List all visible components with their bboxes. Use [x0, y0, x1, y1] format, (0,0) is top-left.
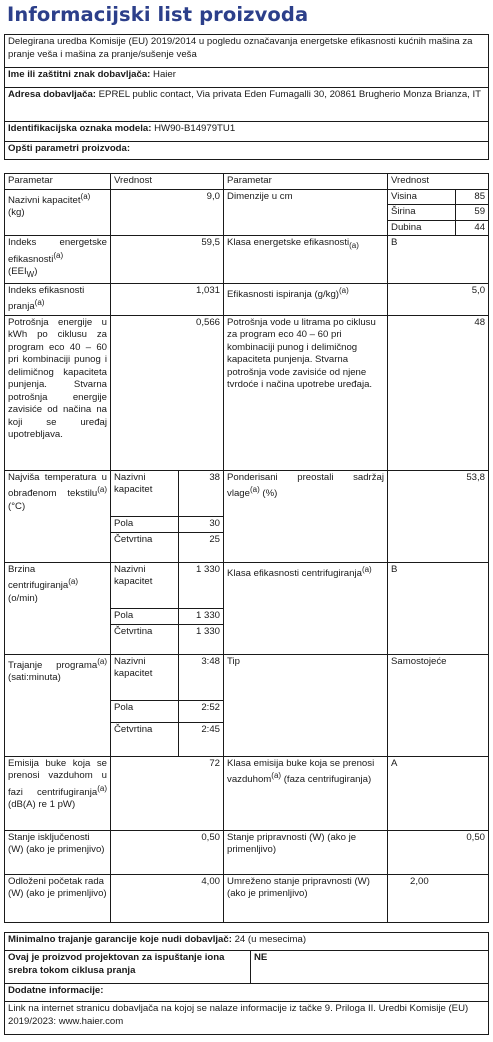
spin-speed-half-label: Pola	[111, 608, 179, 624]
supplier-name-row	[5, 68, 489, 88]
washing-efficiency-label: Indeks efikasnosti pranja$^{(a)}$	[5, 283, 111, 315]
depth-label: Dubina	[388, 220, 456, 236]
energy-class-value: B	[388, 236, 489, 284]
rated-capacity-label: Nazivni kapacitet$^{(a)}$ (kg)	[5, 189, 111, 236]
footer-table	[4, 932, 489, 1035]
supplier-address-label: Adresa dobavljača:	[8, 89, 96, 100]
spin-speed-rated-label: Nazivni kapacitet	[111, 562, 179, 608]
rinsing-efficiency-value: 5,0	[388, 283, 489, 315]
spin-class-value: B	[388, 562, 489, 654]
supplier-link-row	[5, 1002, 489, 1035]
spin-speed-half-value: 1 330	[179, 608, 224, 624]
height-label: Visina	[388, 189, 456, 205]
energy-class-label: Klasa energetske efikasnosti$_{(a)}$	[224, 236, 388, 284]
table-header-row	[5, 174, 489, 190]
silver-ions-label: Ovaj je proizvod projektovan za ispuštanje iona srebra tokom ciklusa pranja	[5, 951, 251, 984]
residual-moisture-label: Ponderisani preostali sadržaj vlage$^{(a)}$ (%)	[224, 470, 388, 562]
silver-ions-value: NE	[251, 951, 489, 984]
water-consumption-value: 48	[388, 315, 489, 470]
height-value: 85	[456, 189, 489, 205]
type-label: Tip	[224, 654, 388, 756]
networked-standby-label: Umreženo stanje pripravnosti (W) (ako je primenljivo)	[224, 874, 388, 922]
width-value: 59	[456, 205, 489, 221]
max-temp-rated-label: Nazivni kapacitet	[111, 470, 179, 516]
eei-value: 59,5	[111, 236, 224, 284]
standby-label: Stanje pripravnosti (W) (ako je primenljivo)	[224, 830, 388, 874]
spin-class-label: Klasa efikasnosti centrifugiranja$^{(a)}$	[224, 562, 388, 654]
standby-value: 0,50	[388, 830, 489, 874]
eei-label: Indeks energetske efikasnosti$^{(a)}$ $(EEI_W)$	[5, 236, 111, 284]
model-row	[5, 122, 489, 142]
general-params-heading: Opšti parametri proizvoda:	[5, 142, 489, 160]
washing-efficiency-value: 1,031	[111, 283, 224, 315]
width-label: Širina	[388, 205, 456, 221]
max-temp-quarter-value: 25	[179, 532, 224, 562]
duration-half-label: Pola	[111, 700, 179, 722]
duration-quarter-label: Četvrtina	[111, 722, 179, 756]
dimensions-label: Dimenzije u cm	[224, 189, 388, 236]
duration-quarter-value: 2:45	[179, 722, 224, 756]
max-temp-quarter-label: Četvrtina	[111, 532, 179, 562]
water-consumption-label: Potrošnja vode u litrama po ciklusu za program eco 40 – 60 pri kombinaciji punog i delimičnog kapaciteta punjenja. Stvarna potrošnja vode zavisiće od njene tvrdoće i načina upotrebe uređaja.	[224, 315, 388, 470]
delay-start-value: 4,00	[111, 874, 224, 922]
depth-value: 44	[456, 220, 489, 236]
supplier-name: Haier	[153, 69, 176, 80]
guarantee-row	[5, 933, 489, 951]
energy-consumption-value: 0,566	[111, 315, 224, 470]
header-value-2: Vrednost	[388, 174, 489, 190]
guarantee-label: Minimalno trajanje garancije koje nudi dobavljač:	[8, 934, 232, 945]
guarantee-value: 24 (u mesecima)	[234, 934, 307, 945]
max-temp-rated-value: 38	[179, 470, 224, 516]
spin-speed-rated-value: 1 330	[179, 562, 224, 608]
parameters-table	[4, 173, 489, 923]
header-param: Parametar	[5, 174, 111, 190]
noise-value: 72	[111, 756, 224, 830]
header-value: Vrednost	[111, 174, 224, 190]
duration-rated-value: 3:48	[179, 654, 224, 700]
additional-info-heading: Dodatne informacije:	[5, 984, 489, 1002]
page-title: Informacijski list proizvoda	[7, 3, 309, 26]
duration-half-value: 2:52	[179, 700, 224, 722]
off-mode-label: Stanje isključenosti (W) (ako je primenjivo)	[5, 830, 111, 874]
website-link[interactable]: www.haier.com	[58, 1015, 124, 1027]
residual-moisture-value: 53,8	[388, 470, 489, 562]
regulation-text: Delegirana uredba Komisije (EU) 2019/2014 u pogledu označavanja energetske efikasnosti kućnih mašina za pranje veša i mašina za pranje/sušenje veša	[5, 35, 489, 68]
supplier-name-label: Ime ili zaštitni znak dobavljača:	[8, 69, 151, 80]
noise-class-value: A	[388, 756, 489, 830]
delay-start-label: Odloženi početak rada (W) (ako je primenljivo)	[5, 874, 111, 922]
supplier-info-table	[4, 34, 489, 160]
program-duration-label: Trajanje programa$^{(a)}$ (sati:minuta)	[5, 654, 111, 756]
max-temperature-label: Najviša temperatura u obrađenom tekstilu$^{(a)}$ (°C)	[5, 470, 111, 562]
off-mode-value: 0,50	[111, 830, 224, 874]
rated-capacity-value: 9,0	[111, 189, 224, 236]
networked-standby-value: 2,00	[388, 874, 489, 922]
rinsing-efficiency-label: Efikasnosti ispiranja $(g/kg)^{(a)}$	[224, 283, 388, 315]
supplier-address-row	[5, 88, 489, 122]
max-temp-half-label: Pola	[111, 516, 179, 532]
model-label: Identifikacijska oznaka modela:	[8, 123, 152, 134]
energy-consumption-label: Potrošnja energije u kWh po ciklusu za program eco 40 – 60 pri kombinaciji punog i delimičnog kapaciteta punjenja. Stvarna potrošnja energije zavisiće od načina na koji se uređaj upotrebljava.	[5, 315, 111, 470]
model-id: HW90-B14979TU1	[154, 123, 236, 134]
noise-class-label: Klasa emisija buke koja se prenosi vazduhom$^{(a)}$ (faza centrifugiranja)	[224, 756, 388, 830]
spin-speed-label: Brzina centrifugiranja$^{(a)}$ (o/min)	[5, 562, 111, 654]
supplier-address: EPREL public contact, Via privata Eden Fumagalli 30, 20861 Brugherio Monza Brianza, IT	[98, 89, 482, 100]
spin-speed-quarter-value: 1 330	[179, 624, 224, 654]
type-value: Samostojeće	[388, 654, 489, 756]
link-text: Link na internet stranicu dobavljača na kojoj se nalaze informacije iz tačke 9. Priloga II. Uredbi Komisije (EU) 2019/2023:	[8, 1003, 469, 1027]
max-temp-half-value: 30	[179, 516, 224, 532]
noise-label: Emisija buke koja se prenosi vazduhom u fazi centrifugiranja$^{(a)}$ (dB(A) re 1 pW)	[5, 756, 111, 830]
header-param-2: Parametar	[224, 174, 388, 190]
spin-speed-quarter-label: Četvrtina	[111, 624, 179, 654]
duration-rated-label: Nazivni kapacitet	[111, 654, 179, 700]
